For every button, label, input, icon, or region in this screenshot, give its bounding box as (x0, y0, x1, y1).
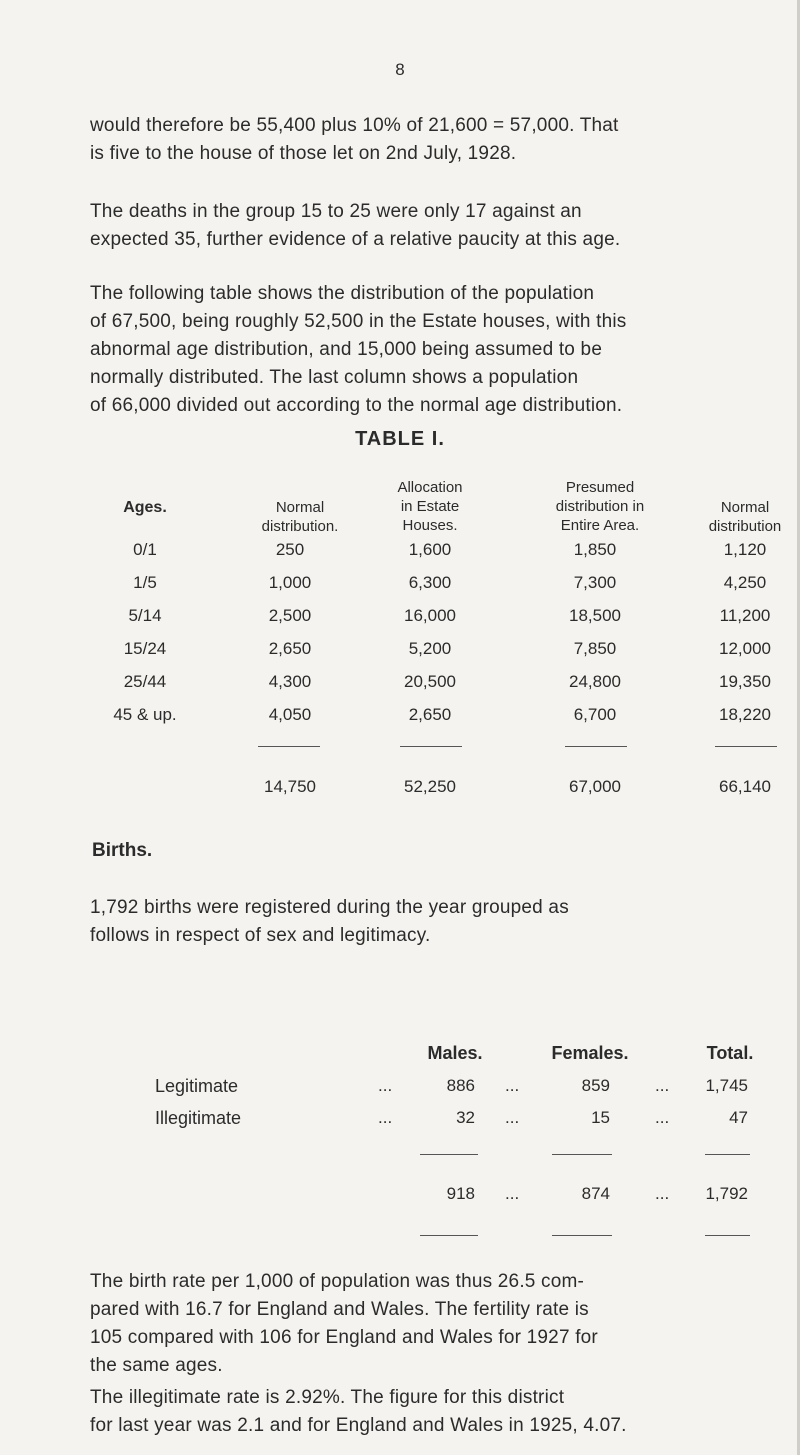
births-intro (90, 894, 790, 950)
total-rule (715, 746, 777, 747)
cell-ages: 15/24 (123, 639, 167, 658)
text-line: The birth rate per 1,000 of population was thus 26.5 com- (90, 1271, 585, 1292)
cell-normal-2: 1,120 (723, 540, 767, 559)
cell-ages: 1/5 (133, 573, 157, 592)
legitimate-females: 859 (581, 1076, 610, 1095)
births-rule (552, 1235, 612, 1236)
cell-normal-2: 4,250 (723, 573, 767, 592)
text-line: 105 compared with 106 for England and Wales for 1927 for (90, 1327, 598, 1348)
cell-allocation: 1,600 (408, 540, 452, 559)
births-rule (552, 1154, 612, 1155)
legitimate-total: 1,745 (705, 1076, 748, 1095)
leader-dots: ... (505, 1076, 520, 1095)
cell-normal: 2,650 (268, 639, 312, 658)
cell-normal-2: 11,200 (719, 606, 771, 625)
row-illegitimate-label: Illegitimate (155, 1108, 242, 1128)
cell-presumed: 6,700 (573, 705, 617, 724)
leader-dots: ... (378, 1108, 393, 1127)
legitimate-males: 886 (446, 1076, 475, 1095)
cell-ages: 5/14 (128, 606, 162, 625)
births-rule (420, 1235, 478, 1236)
cell-allocation: 5,200 (408, 639, 452, 658)
total-presumed: 67,000 (569, 777, 621, 796)
cell-presumed: 1,850 (573, 540, 617, 559)
cell-presumed: 7,850 (573, 639, 617, 658)
births-rule (705, 1235, 750, 1236)
cell-normal-2: 18,220 (719, 705, 771, 724)
cell-presumed: 7,300 (573, 573, 617, 592)
cell-normal: 250 (275, 540, 305, 559)
row-legitimate-label: Legitimate (155, 1076, 239, 1096)
cell-ages: 0/1 (133, 540, 157, 559)
paragraph-1 (90, 112, 790, 168)
page-number: 8 (395, 60, 405, 79)
text-line: pared with 16.7 for England and Wales. The fertility rate is (90, 1299, 589, 1320)
text-line: of 66,000 divided out according to the normal age distribution. (90, 395, 623, 416)
leader-dots: ... (505, 1184, 520, 1203)
leader-dots: ... (505, 1108, 520, 1127)
leader-dots: ... (378, 1076, 393, 1095)
total-rule (258, 746, 320, 747)
text-line: follows in respect of sex and legitimacy. (90, 925, 431, 946)
text-line: of 67,500, being roughly 52,500 in the Estate houses, with this (90, 311, 627, 332)
text-line: would therefore be 55,400 plus 10% of 21,600 = 57,000. That (90, 115, 619, 136)
leader-dots: ... (655, 1184, 670, 1203)
cell-normal-2: 12,000 (719, 639, 771, 658)
cell-allocation: 6,300 (408, 573, 452, 592)
births-total-females: 874 (581, 1184, 610, 1203)
col-females: Females. (551, 1043, 629, 1063)
text-line: is five to the house of those let on 2nd July, 1928. (90, 143, 517, 164)
text-line: expected 35, further evidence of a relative paucity at this age. (90, 229, 621, 250)
illegitimate-males: 32 (456, 1108, 475, 1127)
paragraph-3 (90, 280, 790, 420)
cell-presumed: 18,500 (569, 606, 621, 625)
leader-dots: ... (655, 1108, 670, 1127)
total-normal-2: 66,140 (719, 777, 771, 796)
cell-allocation: 20,500 (404, 672, 456, 691)
text-line: The deaths in the group 15 to 25 were only 17 against an (90, 201, 582, 222)
table-title: TABLE I. (355, 428, 445, 450)
illegitimate-females: 15 (591, 1108, 610, 1127)
header-ages: Ages. (123, 499, 167, 516)
header-normal-distribution: Normal distribution. (261, 499, 339, 535)
text-line: The illegitimate rate is 2.92%. The figure for this district (90, 1387, 565, 1408)
leader-dots: ... (655, 1076, 670, 1095)
cell-normal-2: 19,350 (719, 672, 771, 691)
total-rule (400, 746, 462, 747)
illegitimate-total: 47 (729, 1108, 748, 1127)
births-heading: Births. (92, 840, 153, 861)
text-line: for last year was 2.1 and for England and Wales in 1925, 4.07. (90, 1415, 627, 1436)
cell-normal: 4,300 (268, 672, 312, 691)
text-line: The following table shows the distribution of the population (90, 283, 595, 304)
header-presumed: Presumed distribution in Entire Area. (555, 479, 645, 534)
cell-presumed: 24,800 (569, 672, 621, 691)
text-line: abnormal age distribution, and 15,000 being assumed to be (90, 339, 603, 360)
col-total: Total. (706, 1043, 754, 1063)
total-normal: 14,750 (264, 777, 316, 796)
text-line: normally distributed. The last column shows a population (90, 367, 579, 388)
paragraph-2 (90, 198, 790, 254)
cell-normal: 1,000 (268, 573, 312, 592)
cell-allocation: 16,000 (404, 606, 456, 625)
cell-ages: 25/44 (123, 672, 167, 691)
births-rule (705, 1154, 750, 1155)
closing-paragraph-1 (90, 1268, 790, 1380)
births-total-all: 1,792 (705, 1184, 748, 1203)
closing-paragraph-2 (90, 1384, 790, 1440)
births-rule (420, 1154, 478, 1155)
cell-normal: 4,050 (268, 705, 312, 724)
col-males: Males. (427, 1043, 483, 1063)
total-allocation: 52,250 (404, 777, 456, 796)
births-total-males: 918 (446, 1184, 475, 1203)
header-allocation: Allocation in Estate Houses. (397, 479, 463, 534)
text-line: the same ages. (90, 1355, 223, 1376)
cell-ages: 45 & up. (113, 705, 177, 724)
total-rule (565, 746, 627, 747)
header-normal-distribution-2: Normal distribution (708, 499, 782, 535)
cell-normal: 2,500 (268, 606, 312, 625)
text-line: 1,792 births were registered during the year grouped as (90, 897, 569, 918)
cell-allocation: 2,650 (408, 705, 452, 724)
